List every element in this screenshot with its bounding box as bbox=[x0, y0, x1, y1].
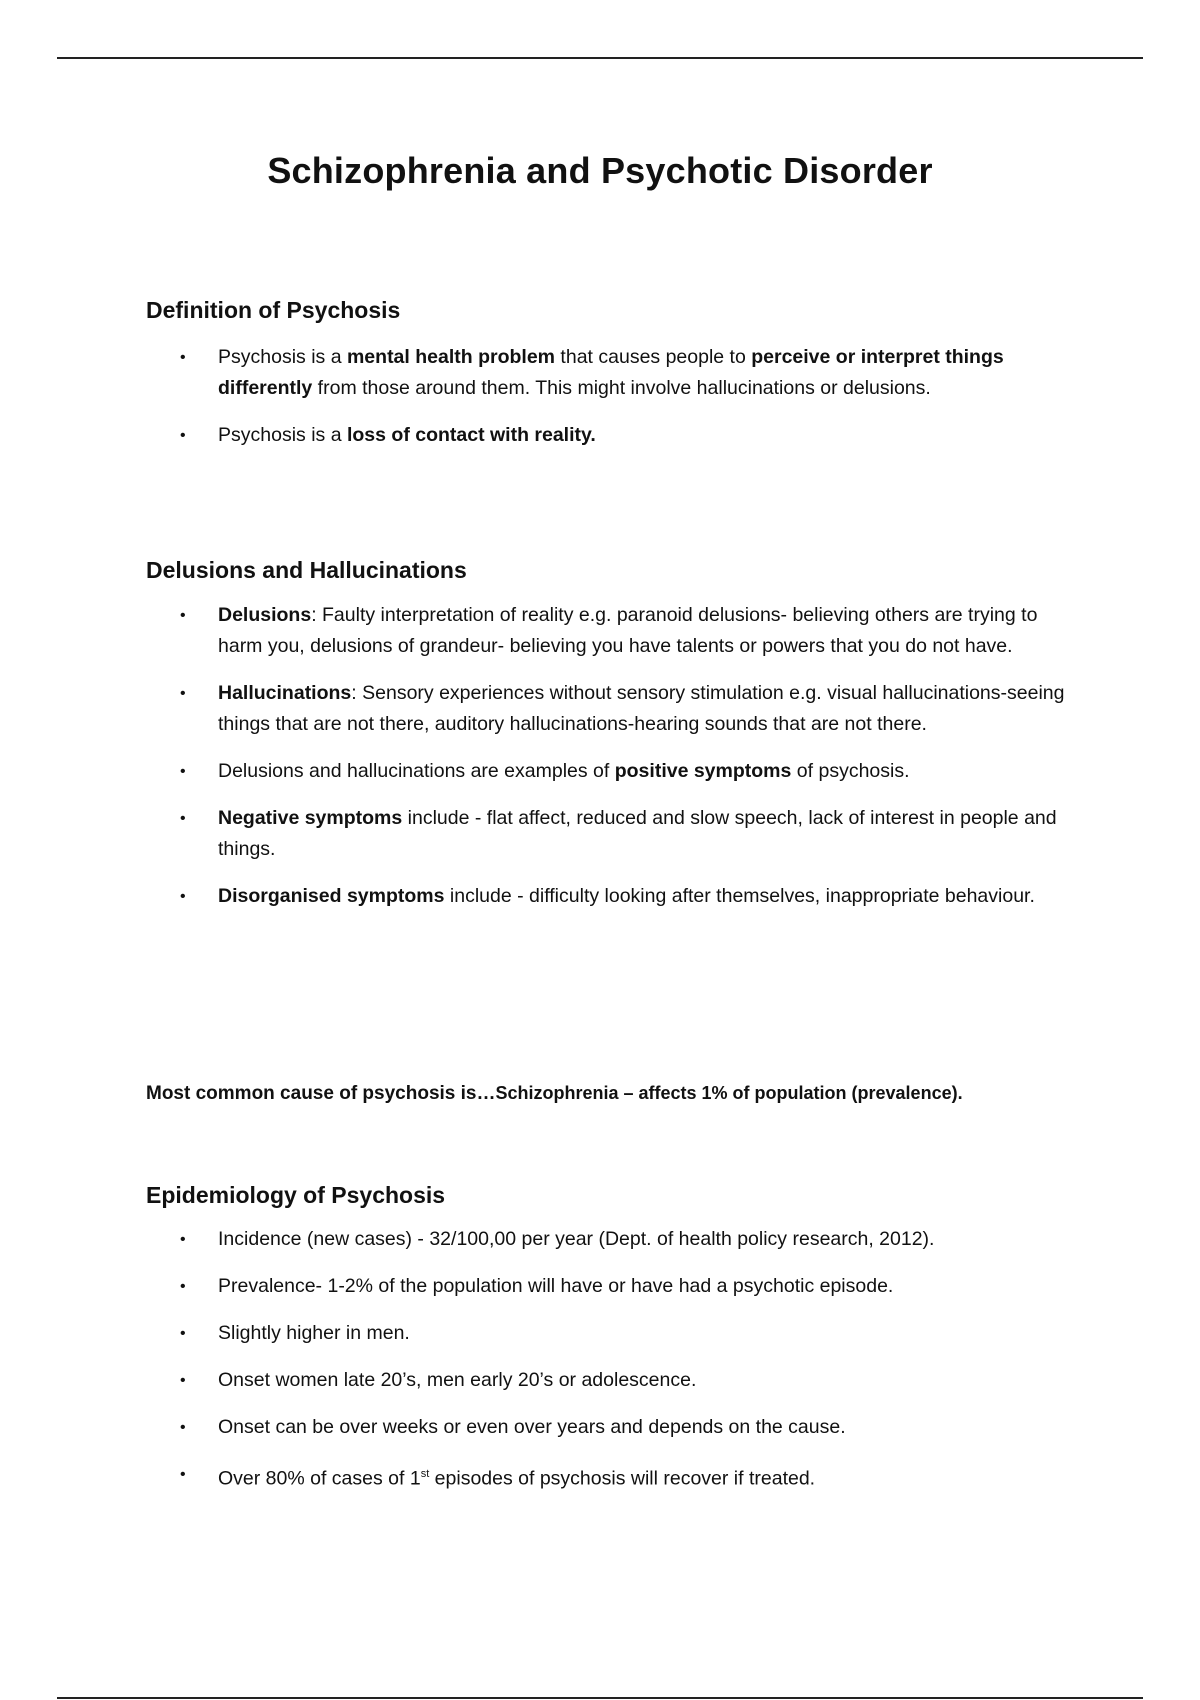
page-title: Schizophrenia and Psychotic Disorder bbox=[267, 150, 933, 191]
bullet-icon: • bbox=[180, 1325, 186, 1342]
top-rule bbox=[57, 57, 1143, 59]
list-item: • Over 80% of cases of 1st episodes of psychosis will recover if treated. bbox=[146, 1459, 1066, 1495]
section-epidemiology bbox=[146, 1180, 1066, 1495]
bullet-icon: • bbox=[180, 763, 186, 780]
section-heading: Delusions and Hallucinations bbox=[146, 557, 467, 583]
bullet-icon: • bbox=[180, 1466, 186, 1483]
list-item: • Prevalence- 1-2% of the population will have or have had a psychotic episode. bbox=[146, 1271, 1066, 1302]
list-item: • Delusions and hallucinations are examples of positive symptoms of psychosis. bbox=[146, 756, 1066, 787]
bullet-icon: • bbox=[180, 349, 186, 366]
list-item: • Negative symptoms include - flat affect, reduced and slow speech, lack of interest in people and things. bbox=[146, 803, 1066, 865]
bullet-list bbox=[146, 342, 1066, 451]
bullet-icon: • bbox=[180, 1231, 186, 1248]
section-heading: Epidemiology of Psychosis bbox=[146, 1182, 446, 1208]
list-item: • Hallucinations: Sensory experiences without sensory stimulation e.g. visual hallucinations-seeing things that are not there, auditory hallucinations-hearing sounds that are not there. bbox=[146, 678, 1066, 740]
bottom-rule bbox=[57, 1697, 1143, 1699]
bullet-icon: • bbox=[180, 1419, 186, 1436]
bullet-list bbox=[146, 1224, 1066, 1495]
list-item: • Onset can be over weeks or even over years and depends on the cause. bbox=[146, 1412, 1066, 1443]
list-item: • Disorganised symptoms include - difficulty looking after themselves, inappropriate behaviour. bbox=[146, 881, 1066, 912]
list-item: • Incidence (new cases) - 32/100,00 per year (Dept. of health policy research, 2012). bbox=[146, 1224, 1066, 1255]
list-item: • Onset women late 20’s, men early 20’s or adolescence. bbox=[146, 1365, 1066, 1396]
bullet-icon: • bbox=[180, 888, 186, 905]
section-delusions bbox=[146, 555, 1066, 912]
bullet-icon: • bbox=[180, 1372, 186, 1389]
summary-note: Most common cause of psychosis is…Schizophrenia – affects 1% of population (prevalence). bbox=[146, 1083, 963, 1104]
bullet-icon: • bbox=[180, 810, 186, 827]
list-item: • Psychosis is a mental health problem that causes people to perceive or interpret things differently from those around them. This might involve hallucinations or delusions. bbox=[146, 342, 1066, 404]
bullet-icon: • bbox=[180, 607, 186, 624]
bullet-list bbox=[146, 600, 1066, 912]
list-item: • Delusions: Faulty interpretation of reality e.g. paranoid delusions- believing others are trying to harm you, delusions of grandeur- believing you have talents or powers that you do not have. bbox=[146, 600, 1066, 662]
list-item: • Psychosis is a loss of contact with reality. bbox=[146, 420, 1066, 451]
bullet-icon: • bbox=[180, 427, 186, 444]
bullet-icon: • bbox=[180, 1278, 186, 1295]
bullet-icon: • bbox=[180, 685, 186, 702]
section-heading: Definition of Psychosis bbox=[146, 297, 401, 323]
section-definition bbox=[146, 295, 1066, 451]
list-item: • Slightly higher in men. bbox=[146, 1318, 1066, 1349]
